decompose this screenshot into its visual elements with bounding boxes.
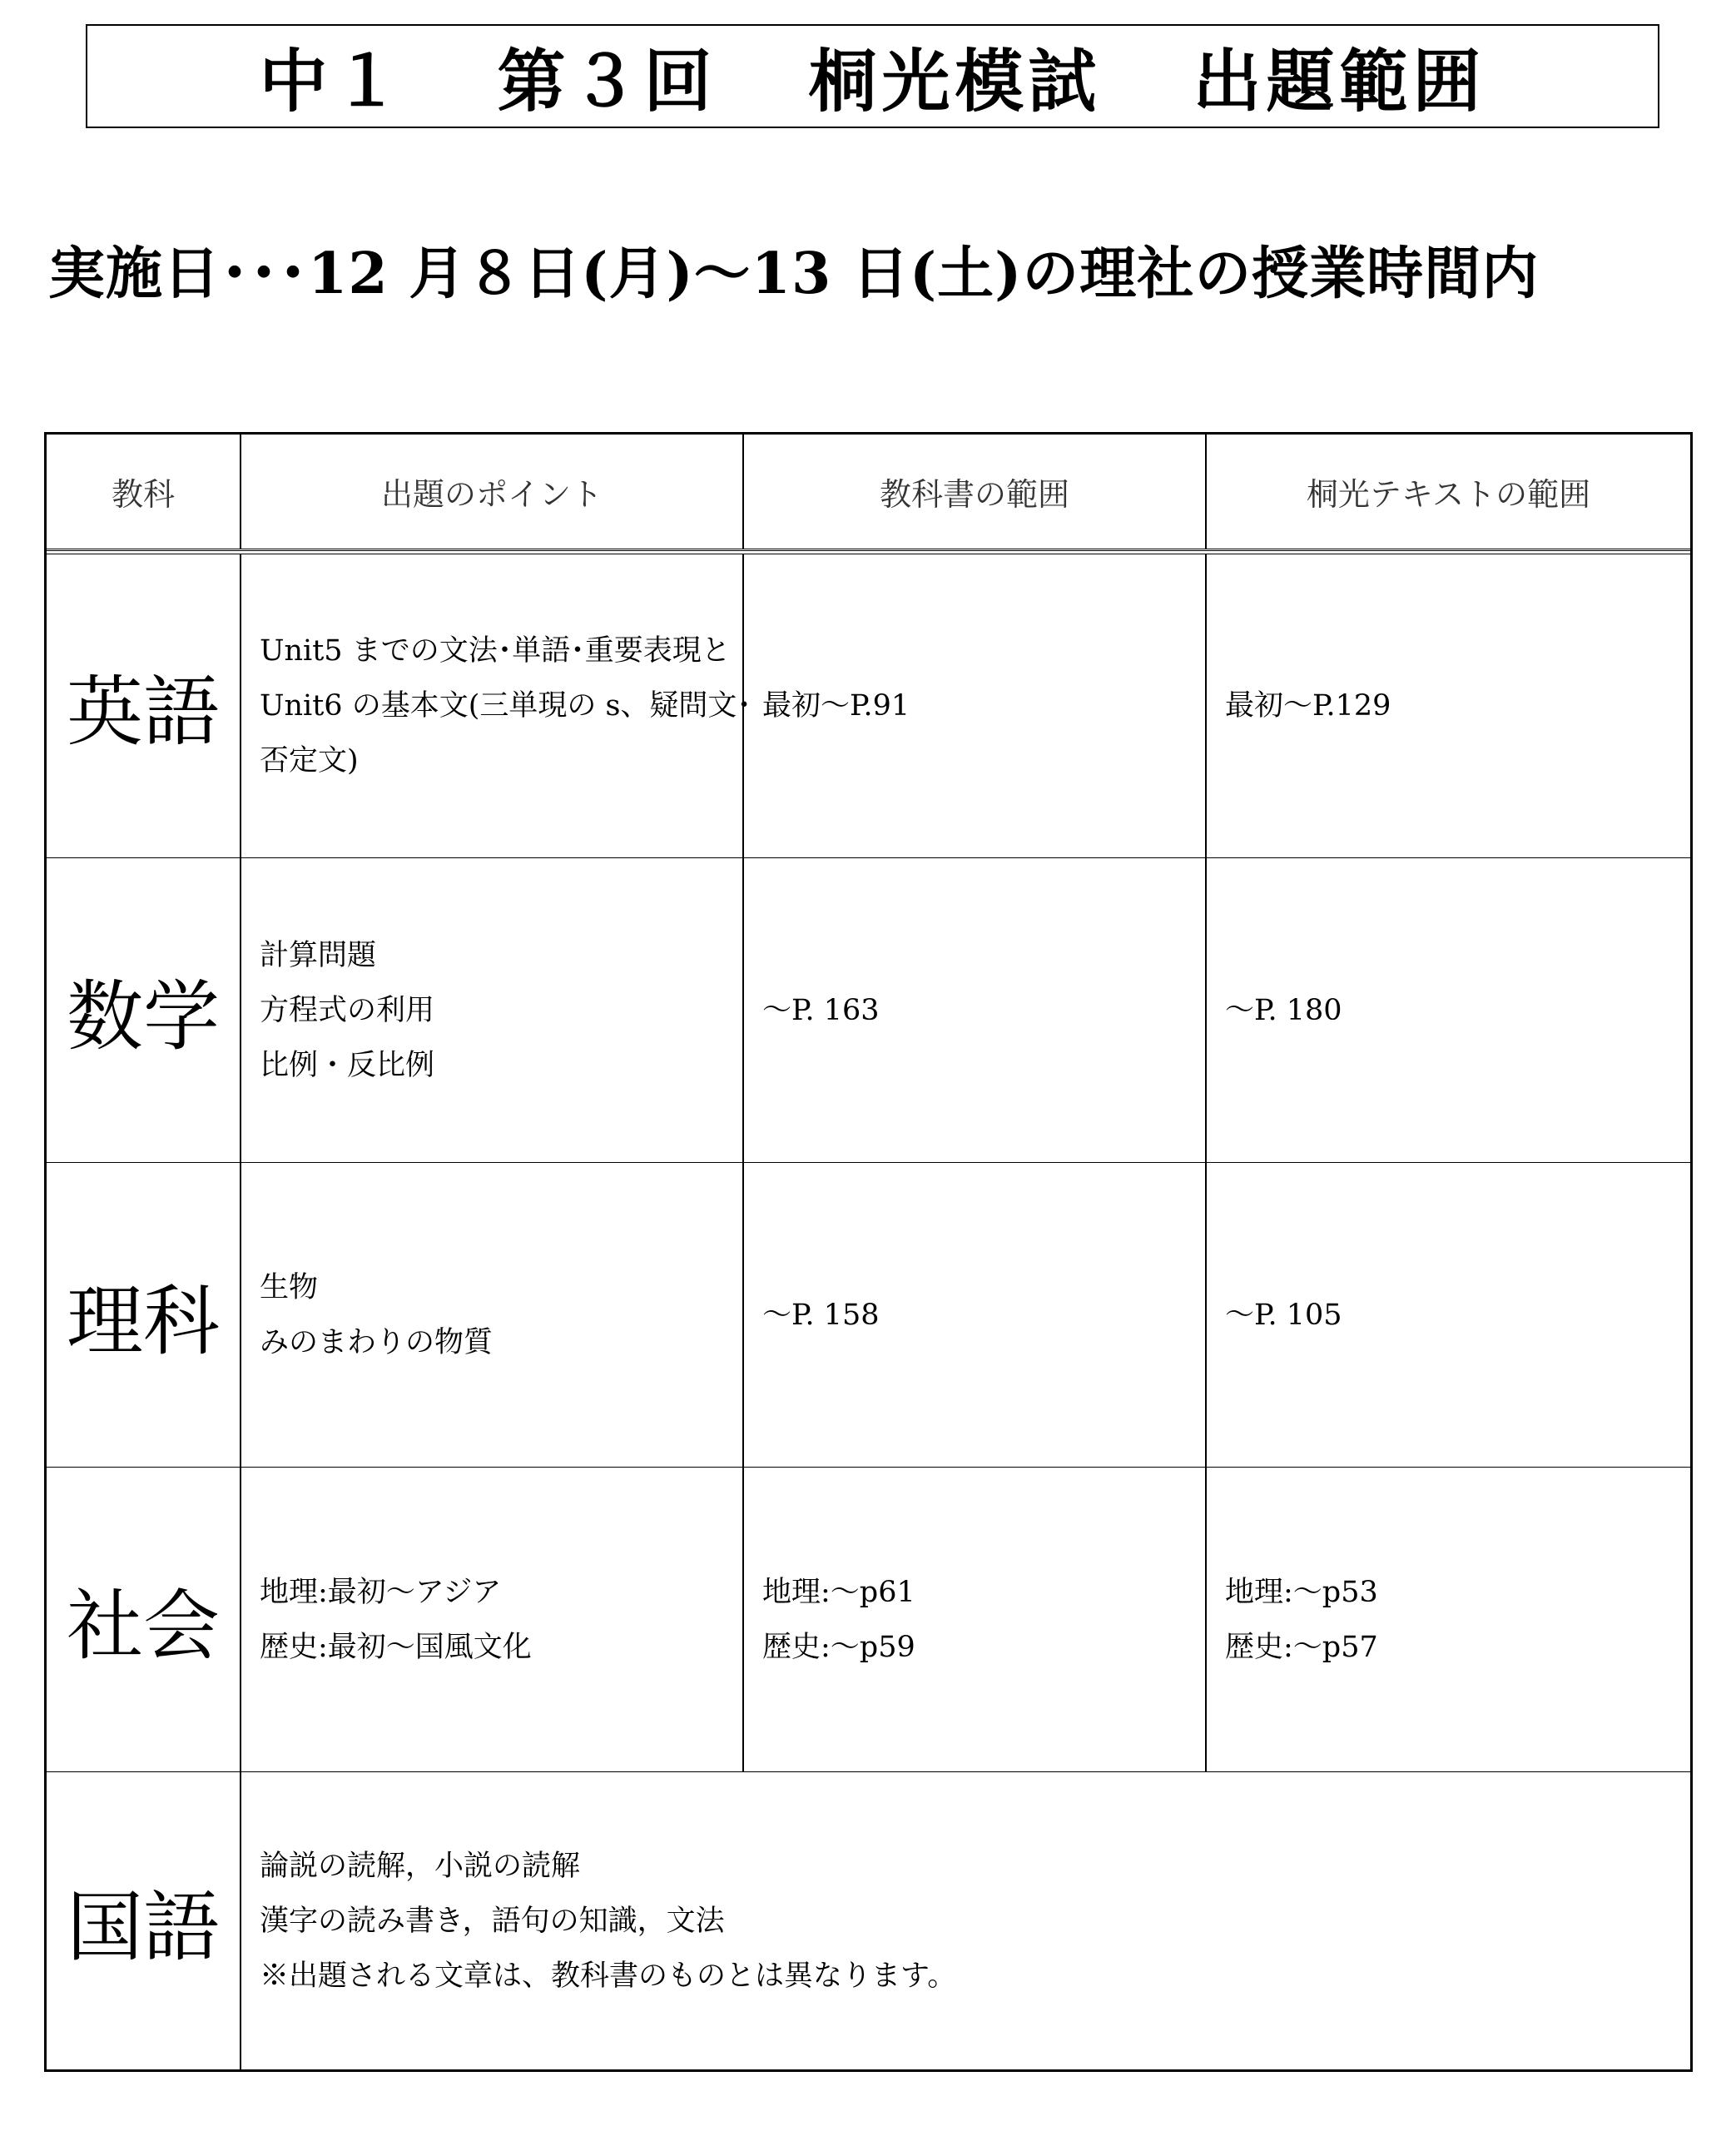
textbook-range-cell bbox=[742, 858, 1205, 1162]
subject-cell: 英語 bbox=[66, 668, 220, 757]
toko-range-cell bbox=[1205, 554, 1690, 857]
textbook-range-cell bbox=[742, 1468, 1205, 1771]
point-line: 論説の読解，小説の読解 bbox=[260, 1849, 581, 1883]
title-scope: 出題範囲 bbox=[1193, 42, 1486, 122]
subject-cell: 理科 bbox=[66, 1276, 220, 1366]
range-line: 歴史:～p57 bbox=[1225, 1630, 1378, 1664]
point-line: 計算問題 bbox=[260, 938, 377, 972]
point-line: Unit6 の基本文(三単現の s、疑問文･ bbox=[260, 689, 751, 723]
point-line: 比例・反比例 bbox=[260, 1048, 435, 1082]
exam-date-subtitle: 実施日･･･12 月８日(月)～13 日(土)の理社の授業時間内 bbox=[48, 241, 1540, 307]
page-title bbox=[86, 24, 1659, 128]
range-line: 最初～P.91 bbox=[762, 689, 910, 723]
header-subject: 教科 bbox=[111, 476, 175, 513]
point-line: 生物 bbox=[260, 1270, 319, 1304]
exam-scope-table bbox=[44, 432, 1693, 2072]
header-toko-text-range: 桐光テキストの範囲 bbox=[1205, 435, 1690, 549]
toko-range-cell bbox=[1205, 1468, 1690, 1771]
title-exam: 桐光模試 bbox=[808, 42, 1102, 122]
points-cell bbox=[240, 1772, 1690, 2069]
range-line: ～P. 105 bbox=[1225, 1298, 1342, 1332]
points-cell bbox=[240, 858, 742, 1162]
range-line: ～P. 158 bbox=[762, 1298, 880, 1332]
table-row-japanese bbox=[47, 1771, 1690, 2069]
title-grade: 中１ bbox=[259, 42, 406, 122]
title-session: 第３回 bbox=[497, 42, 717, 122]
point-line: 歴史:最初～国風文化 bbox=[260, 1630, 532, 1664]
point-line: 否定文) bbox=[260, 744, 359, 777]
subject-cell: 国語 bbox=[66, 1882, 220, 1972]
table-row-social bbox=[47, 1467, 1690, 1771]
table-row-science bbox=[47, 1162, 1690, 1467]
points-cell bbox=[240, 1468, 742, 1771]
range-line: 地理:～p53 bbox=[1225, 1575, 1378, 1609]
range-line: ～P. 163 bbox=[762, 993, 880, 1027]
toko-range-cell bbox=[1205, 858, 1690, 1162]
point-line: 地理:最初～アジア bbox=[260, 1575, 502, 1609]
range-line: 最初～P.129 bbox=[1225, 689, 1391, 723]
point-line: みのまわりの物質 bbox=[260, 1325, 494, 1359]
range-line: 歴史:～p59 bbox=[762, 1630, 915, 1664]
subject-cell: 数学 bbox=[66, 971, 220, 1061]
points-cell bbox=[240, 554, 751, 857]
point-line: Unit5 までの文法･単語･重要表現と bbox=[260, 634, 731, 668]
point-line: ※出題される文章は、教科書のものとは異なります。 bbox=[260, 1959, 957, 1993]
header-points: 出題のポイント bbox=[240, 435, 742, 549]
table-header-row bbox=[47, 435, 1690, 551]
table-row-math bbox=[47, 857, 1690, 1162]
table-row-english bbox=[47, 554, 1690, 857]
textbook-range-cell bbox=[742, 1163, 1205, 1467]
range-line: 地理:～p61 bbox=[762, 1575, 915, 1609]
subject-cell: 社会 bbox=[66, 1581, 220, 1671]
textbook-range-cell bbox=[742, 554, 1205, 857]
range-line: ～P. 180 bbox=[1225, 993, 1342, 1027]
point-line: 方程式の利用 bbox=[260, 993, 435, 1027]
toko-range-cell bbox=[1205, 1163, 1690, 1467]
point-line: 漢字の読み書き，語句の知識，文法 bbox=[260, 1904, 725, 1938]
header-textbook-range: 教科書の範囲 bbox=[742, 435, 1205, 549]
points-cell bbox=[240, 1163, 742, 1467]
